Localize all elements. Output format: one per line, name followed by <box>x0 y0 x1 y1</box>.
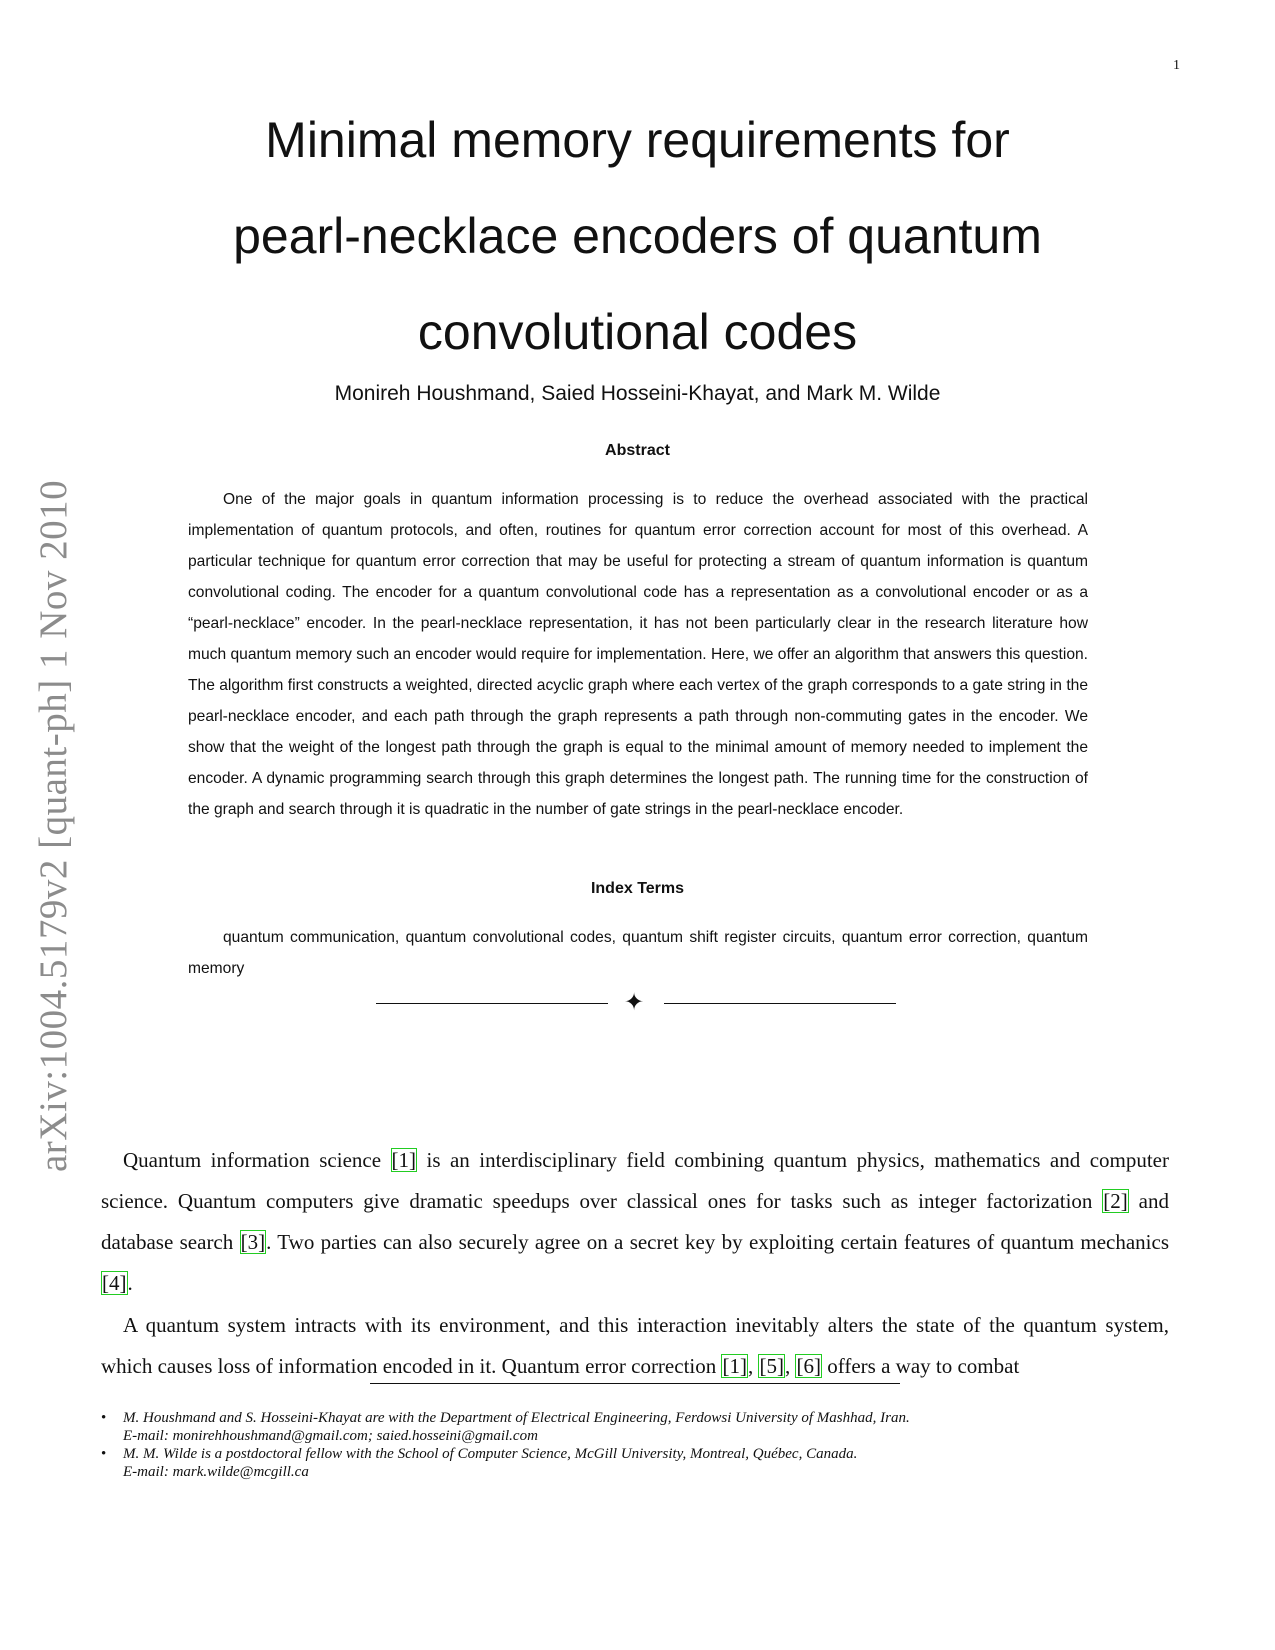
para1-text-1: Quantum information science <box>123 1148 391 1172</box>
section-separator <box>376 992 896 1016</box>
footnote-affiliation: M. M. Wilde is a postdoctoral fellow with the School of Computer Science, McGill University, Montreal, Québec, Canada. <box>123 1446 858 1462</box>
index-terms-heading: Index Terms <box>590 880 685 897</box>
separator-star-icon: ✦ <box>624 990 645 1016</box>
paper-title <box>0 92 1275 380</box>
citation-link-1[interactable]: [1] <box>391 1148 417 1172</box>
separator-line-right <box>664 1003 896 1004</box>
footnotes <box>101 1409 1169 1481</box>
title-line-1: Minimal memory requirements for <box>265 112 1010 168</box>
separator-line-left <box>376 1003 608 1004</box>
para1-text-2: is an interdisciplinary field combining quantum physics, mathematics and computer science. Quantum computers give dramatic speedups over classical ones for tasks such as integer factorization <box>101 1148 1169 1213</box>
citation-link-4[interactable]: [4] <box>102 1271 127 1295</box>
arxiv-identifier-stamp: arXiv:1004.5179v2 [quant-ph] 1 Nov 2010 <box>32 479 75 1172</box>
citation-link-5[interactable]: [5] <box>759 1354 784 1378</box>
author-list: Monireh Houshmand, Saied Hosseini-Khayat, and Mark M. Wilde <box>334 382 941 405</box>
footnote-item <box>101 1409 1169 1445</box>
body-paragraph-2 <box>101 1305 1169 1387</box>
footnote-item <box>101 1445 1169 1481</box>
bullet-icon: • <box>101 1446 107 1462</box>
title-line-2: pearl-necklace encoders of quantum <box>233 208 1042 264</box>
bullet-icon: • <box>101 1410 107 1426</box>
citation-link-1b[interactable]: [1] <box>722 1354 747 1378</box>
para2-sep-2: , <box>784 1354 796 1378</box>
para2-text-2: offers a way to combat <box>821 1354 1020 1378</box>
footnote-email: E-mail: monirehhoushmand@gmail.com; saied.hosseini@gmail.com <box>123 1428 538 1444</box>
citation-link-6[interactable]: [6] <box>796 1354 821 1378</box>
title-line-3: convolutional codes <box>417 304 858 360</box>
footnote-affiliation: M. Houshmand and S. Hosseini-Khayat are with the Department of Electrical Engineering, Ferdowsi University of Mashhad, Iran. <box>123 1410 910 1426</box>
citation-link-3[interactable]: [3] <box>240 1230 266 1254</box>
abstract-heading: Abstract <box>605 442 670 459</box>
body-paragraph-1 <box>101 1140 1169 1304</box>
para1-text-3: and database search <box>101 1189 1169 1254</box>
page-number: 1 <box>1173 58 1180 73</box>
footnote-rule <box>370 1383 900 1384</box>
citation-link-2[interactable]: [2] <box>1103 1189 1128 1213</box>
para2-text-1: A quantum system intracts with its environment, and this interaction inevitably alters the state of the quantum system, which causes loss of information encoded in it. Quantum error correction <box>101 1313 1169 1378</box>
para1-text-5: . <box>127 1271 133 1295</box>
index-terms-text: quantum communication, quantum convolutional codes, quantum shift register circuits, quantum error correction, quantum memory <box>188 929 1088 977</box>
abstract-text: One of the major goals in quantum information processing is to reduce the overhead associated with the practical implementation of quantum protocols, and often, routines for quantum error correction account for most of this overhead. A particular technique for quantum error correction that may be useful for protecting a stream of quantum information is quantum convolutional coding. The encoder for a quantum convolutional code has a representation as a convolutional encoder or as a “pearl-necklace” encoder. In the pearl-necklace representation, it has not been particularly clear in the research literature how much quantum memory such an encoder would require for implementation. Here, we offer an algorithm that answers this question. The algorithm first constructs a weighted, directed acyclic graph where each vertex of the graph corresponds to a gate string in the pearl-necklace encoder, and each path through the graph represents a path through non-commuting gates in the encoder. We show that the weight of the longest path through the graph is equal to the minimal amount of memory needed to implement the encoder. A dynamic programming search through this graph determines the longest path. The running time for the construction of the graph and search through it is quadratic in the number of gate strings in the pearl-necklace encoder. <box>188 491 1088 818</box>
footnote-email: E-mail: mark.wilde@mcgill.ca <box>123 1464 309 1480</box>
para2-sep-1: , <box>747 1354 759 1378</box>
para1-text-4: . Two parties can also securely agree on a secret key by exploiting certain features of quantum mechanics <box>266 1230 1169 1254</box>
